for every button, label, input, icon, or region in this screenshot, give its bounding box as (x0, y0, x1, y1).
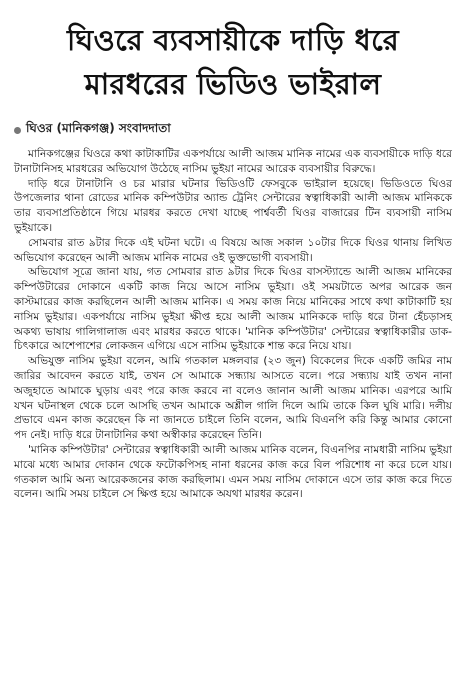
headline-line-2: মারধরের ভিডিও ভাইরাল (84, 67, 382, 101)
paragraph: অভিযুক্ত নাসিম ভুইয়া বলেন, আমি গতকাল মঙ্গলবার (২৩ জুন) বিকেলের দিকে একটি জমির নাম জারির আবেদন করতে যাই, তখন সে আমাকে সন্ধ্যায় আসতে বলে। পরে সন্ধ্যায় যাই তখন নানা অজুহাতে আমাকে ঘুড়ায় এবং পরে কাজ করবে না বলেও জানান আলী আজম মানিক। এরপরে আমি যখন ঘটনাস্থল থেকে চলে আসছি তখন আমাকে অশ্লীল গালি দিলে আমি তাকে কিল ঘুষি মারি। দলীয় প্রভাবে এমন কাজ করেছেন কি না জানতে চাইলে তিনি বলেন, আমি বিএনপি করি কিন্তু আমার কোনো পদ নেই। দাড়ি ধরে টানাটানির কথা অস্বীকার করেছেন তিনি। (14, 355, 452, 442)
paragraph: সোমবার রাত ৯টার দিকে এই ঘটনা ঘটে। এ বিষয়ে আজ সকাল ১০টার দিকে ঘিওর থানায় লিখিত অভিযোগ করেছেন আলী আজম মানিক নামের ওই ভুক্তভোগী ব্যবসায়ী। (14, 236, 452, 264)
dateline (14, 120, 452, 140)
article-body (14, 147, 452, 502)
headline (14, 18, 452, 106)
paragraph: 'মানিক কম্পিউটার' সেন্টারের স্বত্বাধিকারী আলী আজম মানিক বলেন, বিএনপির নামধারী নাসিম ভুইয়া মাঝে মধ্যে আমার দোকান থেকে ফটোকপিসহ নানা ধরনের কাজ করে বিল পরিশোধ না করে চলে যায়। গতকাল আমি অন্য আরেকজনের কাজ করছিলাম। এমন সময় নাসিম দোকানে এসে তার কাজ করে দিতে বলেন। আমি সময় চাইলে সে ক্ষিপ্ত হয়ে আমাকে অযথা মারধর করেন। (14, 443, 452, 501)
paragraph: অভিযোগ সূত্রে জানা যায়, গত সোমবার রাত ৯টার দিকে ঘিওর বাসস্ট্যান্ডে আলী আজম মানিকের কম্পিউটারের দোকানে একটি কাজ নিয়ে আসে নাসিম ভুইয়া। ওই সময়টাতে অপর আরেক জন কাস্টমারের কাজ করছিলেন আলী আজম মানিক। এ সময় কাজ নিয়ে মানিকের সাথে কথা কাটাকাটি হয় নাসিম ভুইয়ার। একপর্যায়ে নাসিম ভুইয়া ক্ষীপ্ত হয়ে আলী আজম মানিককে দাড়ি ধরে টানা হেঁচড়াসহ অকথ্য ভাষায় গালিগালাজ এবং মারধর করতে থাকে। 'মানিক কম্পিউটার' সেন্টারের স্বত্বাধিকারীর ডাক-চিৎকারে আশেপাশের লোকজন এগিয়ে এসে নাসিম ভুইয়াকে শান্ত করে নিয়ে যায়। (14, 266, 452, 353)
paragraph: দাড়ি ধরে টানাটানি ও চর মারার ঘটনার ভিডিওটি ফেসবুকে ভাইরাল হয়েছে। ভিডিওতে ঘিওর উপজেলার থানা রোডের মানিক কম্পিউটার অ্যান্ড ট্রেনিং সেন্টারের স্বত্বাধিকারী আলী আজম মানিককে তার ব্যবসাপ্রতিষ্ঠানে গিয়ে মারধর করতে দেখা যাচ্ছে পার্শ্ববর্তী ঘিওর বাজারের টিন ব্যবসায়ী নাসিম ভুইয়াকে। (14, 177, 452, 234)
bullet-icon (14, 127, 21, 134)
headline-line-1: ঘিওরে ব্যবসায়ীকে দাড়ি ধরে (66, 23, 400, 57)
dateline-text: ঘিওর (মানিকগঞ্জ) সংবাদদাতা (26, 121, 171, 135)
paragraph: মানিকগঞ্জের ঘিওরে কথা কাটাকাটির একপর্যায়ে আলী আজম মানিক নামের এক ব্যবসায়ীকে দাড়ি ধরে টানাটানিসহ মারধরের অভিযোগ উঠেছে নাসিম ভুইয়া নামের আরেক ব্যবসায়ীর বিরুদ্ধে। (14, 148, 452, 175)
